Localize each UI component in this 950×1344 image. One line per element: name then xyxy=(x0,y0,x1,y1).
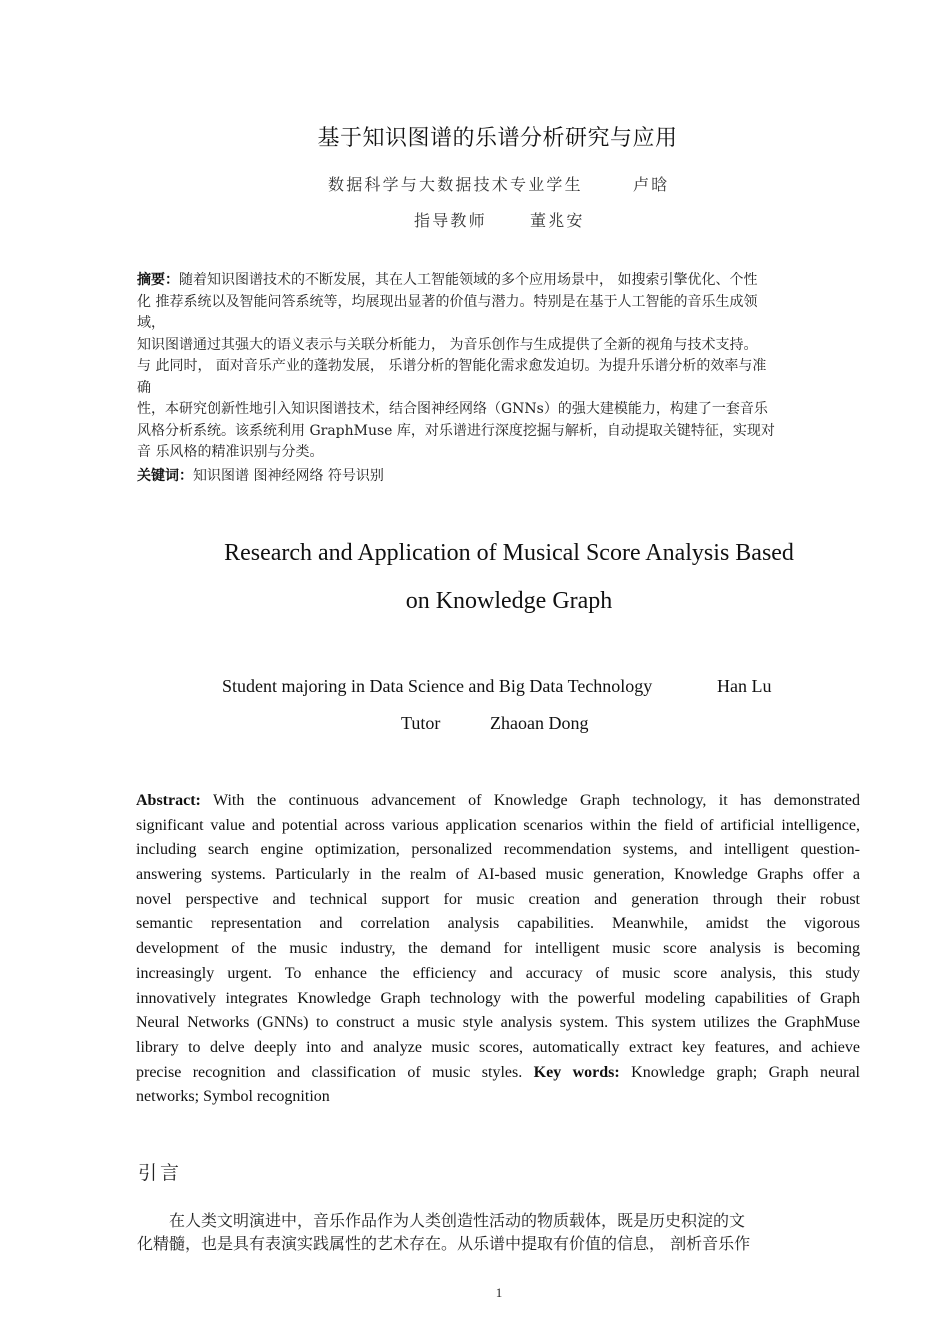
chinese-keywords-label: 关键词： xyxy=(137,468,193,484)
introduction-heading: 引言 xyxy=(138,1162,183,1184)
english-abstract-line: Neural Networks (GNNs) to construct a music style analysis system. This system utilizes the GraphMuse xyxy=(136,1014,860,1032)
english-tutor-name: Zhaoan Dong xyxy=(490,713,589,733)
chinese-keywords xyxy=(137,465,384,485)
chinese-abstract-line: 与 此同时， 面对音乐产业的蓬勃发展， 乐谱分析的智能化需求愈发迫切。为提升乐谱分析的效率与准 xyxy=(137,358,767,374)
english-abstract-line: innovatively integrates Knowledge Graph technology with the powerful modeling capabilities of Graph xyxy=(136,989,860,1007)
chinese-abstract-line: 音 乐风格的精准识别与分类。 xyxy=(137,444,324,460)
chinese-abstract-line: 风格分析系统。该系统利用 GraphMuse 库，对乐谱进行深度挖掘与解析，自动提取关键特征，实现对 xyxy=(137,422,775,439)
chinese-author-major: 数据科学与大数据技术专业学生 xyxy=(328,175,583,194)
chinese-abstract-line: 化 推荐系统以及智能问答系统等，均展现出显著的价值与潜力。特别是在基于人工智能的音乐生成领 xyxy=(137,293,758,310)
english-abstract-line: precise recognition and classification of music styles. Key words: Knowledge graph; Graph neural xyxy=(136,1063,860,1081)
introduction-line: 在人类文明演进中，音乐作品作为人类创造性活动的物质载体，既是历史积淀的文 xyxy=(137,1211,746,1230)
chinese-abstract-line: 知识图谱通过其强大的语义表示与关联分析能力， 为音乐创作与生成提供了全新的视角与技术支持。 xyxy=(137,336,758,353)
english-abstract-line: development of the music industry, the demand for intelligent music score analysis is becoming xyxy=(136,940,860,958)
chinese-abstract-line: 摘要：随着知识图谱技术的不断发展，其在人工智能领域的多个应用场景中， 如搜索引擎优化、个性 xyxy=(137,272,758,288)
chinese-abstract-line: 性，本研究创新性地引入知识图谱技术，结合图神经网络（GNNs）的强大建模能力，构建了一套音乐 xyxy=(137,401,768,417)
chinese-tutor-name: 董兆安 xyxy=(530,211,585,230)
chinese-tutor-label: 指导教师 xyxy=(414,211,487,230)
chinese-abstract xyxy=(137,270,859,464)
english-abstract-line: increasingly urgent. To enhance the efficiency and accuracy of music score analysis, this study xyxy=(136,964,860,982)
chinese-abstract-line: 确 xyxy=(137,379,151,396)
chinese-abstract-line: 域， xyxy=(137,315,165,331)
english-abstract-label: Abstract: xyxy=(136,792,201,809)
introduction-paragraph xyxy=(137,1209,865,1255)
english-keywords-value: Knowledge graph; Graph neural xyxy=(631,1063,860,1081)
english-title-line-2: on Knowledge Graph xyxy=(405,588,613,614)
english-abstract xyxy=(136,789,860,1110)
english-abstract-line: semantic representation and correlation analysis capabilities. Meanwhile, amidst the vigorous xyxy=(136,915,860,933)
introduction-line: 化精髓，也是具有表演实践属性的艺术存在。从乐谱中提取有价值的信息， 剖析音乐作 xyxy=(137,1234,751,1253)
page-number: 1 xyxy=(495,1285,503,1300)
chinese-author-name: 卢晗 xyxy=(633,175,670,194)
english-title-line-1: Research and Application of Musical Score Analysis Based xyxy=(224,540,794,566)
english-abstract-line: library to delve deeply into and analyze music scores, automatically extract key features, and achieve xyxy=(136,1038,860,1056)
english-abstract-line: significant value and potential across various application scenarios within the field of artificial intelligence, xyxy=(136,816,860,834)
english-keywords-label: Key words: xyxy=(533,1063,620,1081)
english-abstract-line: answering systems. Particularly in the realm of AI-based music generation, Knowledge Graphs offer a xyxy=(136,866,860,884)
english-keywords-line-2: networks; Symbol recognition xyxy=(136,1088,330,1106)
english-abstract-line: including search engine optimization, personalized recommendation systems, and intelligent question- xyxy=(136,841,860,859)
english-author-name: Han Lu xyxy=(717,676,772,696)
chinese-keywords-value: 知识图谱 图神经网络 符号识别 xyxy=(193,468,384,484)
english-abstract-line: novel perspective and technical support for music creation and generation through their robust xyxy=(136,890,860,908)
english-author-major: Student majoring in Data Science and Big Data Technology xyxy=(222,676,653,696)
chinese-title: 基于知识图谱的乐谱分析研究与应用 xyxy=(317,126,678,151)
english-tutor-label: Tutor xyxy=(401,713,441,733)
english-abstract-line: Abstract: With the continuous advancement of Knowledge Graph technology, it has demonstrated xyxy=(136,792,860,809)
chinese-abstract-label: 摘要： xyxy=(137,272,179,288)
